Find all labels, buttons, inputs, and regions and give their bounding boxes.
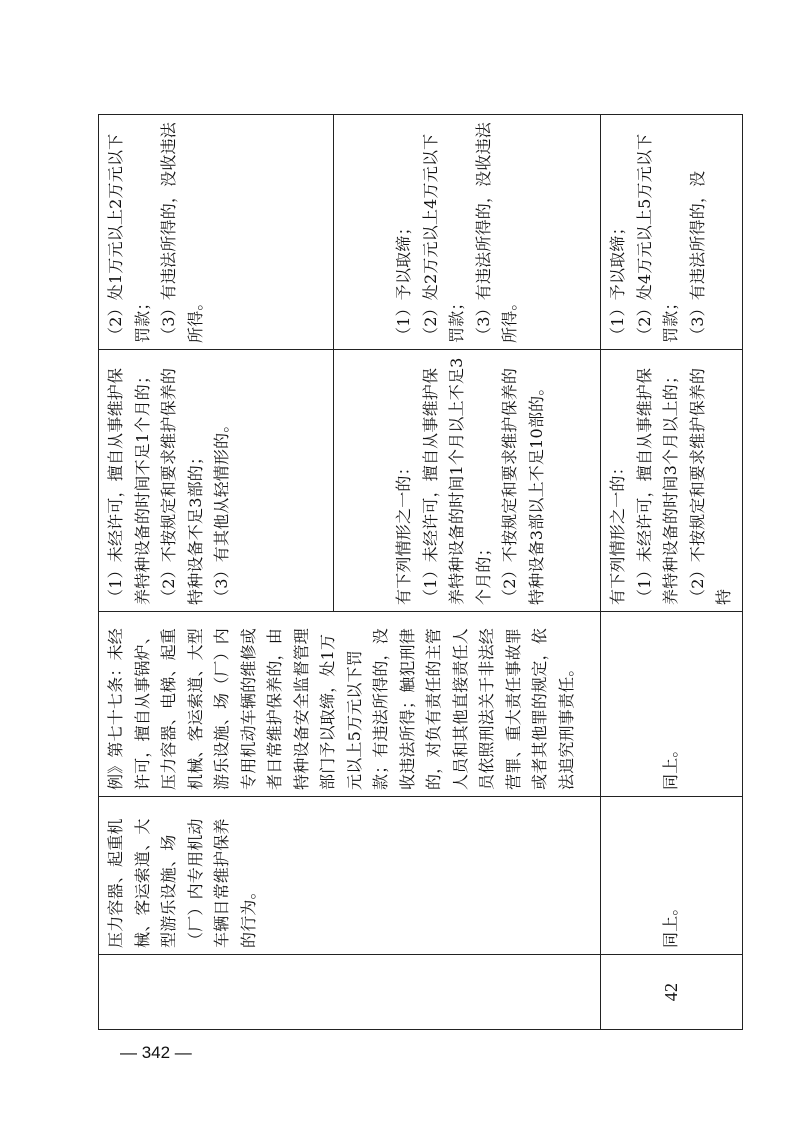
circumstance-cell (99, 350, 334, 612)
row-number: 42 (601, 955, 743, 1030)
penalty-line: （1）予以取缔； (394, 219, 413, 343)
circumstance-line: （2）不按规定和要求维护保养的特 (687, 367, 733, 605)
violation-behavior-cell: 压力容器、起重机械、客运索道、大型游乐设施、场（厂）内专用机动车辆日常维护保养的行为。 (99, 797, 601, 955)
circumstance-line: 有下列情形之一的： (608, 459, 627, 605)
circumstance-line: （2）不按规定和要求维护保养的特种设备不足3部的； (159, 367, 205, 605)
penalty-cell (99, 115, 334, 350)
rotated-page (98, 115, 733, 1030)
penalty-table (98, 114, 743, 1030)
circumstance-line: （1）未经许可，擅自从事维护保养特种设备的时间3个月以上的； (634, 367, 680, 605)
page-number: — 342 — (120, 1043, 192, 1062)
circumstance-line: （1）未经许可，擅自从事维护保养特种设备的时间1个月以上不足3个月的； (420, 357, 493, 605)
penalty-line: （2）处4万元以上5万元以下罚款； (634, 133, 680, 343)
penalty-cell (334, 115, 601, 350)
circumstance-cell (601, 350, 743, 612)
penalty-line: （3）有违法所得的，没 (687, 170, 707, 343)
circumstance-line: （3）有其他从轻情形的。 (212, 416, 231, 605)
legal-basis-cell: 例》第七十七条：未经许可，擅自从事锅炉、压力容器、电梯、起重机械、客运索道、大型游乐设施、场（厂）内专用机动车辆的维修或者日常维护保养的，由特种设备安全监督管理部门予以取缔，处1万元以上5万元以下罚款；有违法所得的，没收违法所得；触犯刑律的，对负有责任的主管人员和其他直接责任人员依照刑法关于非法经营罪、重大责任事故罪或者其他罪的规定，依法追究刑事责任。 (99, 612, 601, 797)
table-row (99, 115, 334, 1030)
violation-behavior-cell: 同上。 (601, 797, 743, 955)
penalty-line: （1）予以取缔； (608, 219, 627, 343)
row-number (99, 955, 601, 1030)
legal-basis-cell: 同上。 (601, 612, 743, 797)
circumstance-line: （1）未经许可，擅自从事维护保养特种设备的时间不足1个月的； (106, 367, 152, 605)
circumstance-line: 有下列情形之一的： (394, 459, 413, 605)
penalty-line: （2）处2万元以上4万元以下罚款； (420, 133, 466, 343)
circumstance-line: （2）不按规定和要求维护保养的特种设备3部以上不足10部的。 (500, 367, 546, 605)
penalty-cell (601, 115, 743, 350)
penalty-line: （3）有违法所得的，没收违法所得。 (473, 122, 519, 343)
penalty-line: （2）处1万元以上2万元以下罚款； (106, 133, 152, 343)
penalty-line: （3）有违法所得的，没收违法所得。 (159, 122, 205, 343)
circumstance-cell (334, 350, 601, 612)
table-row (601, 115, 743, 1030)
